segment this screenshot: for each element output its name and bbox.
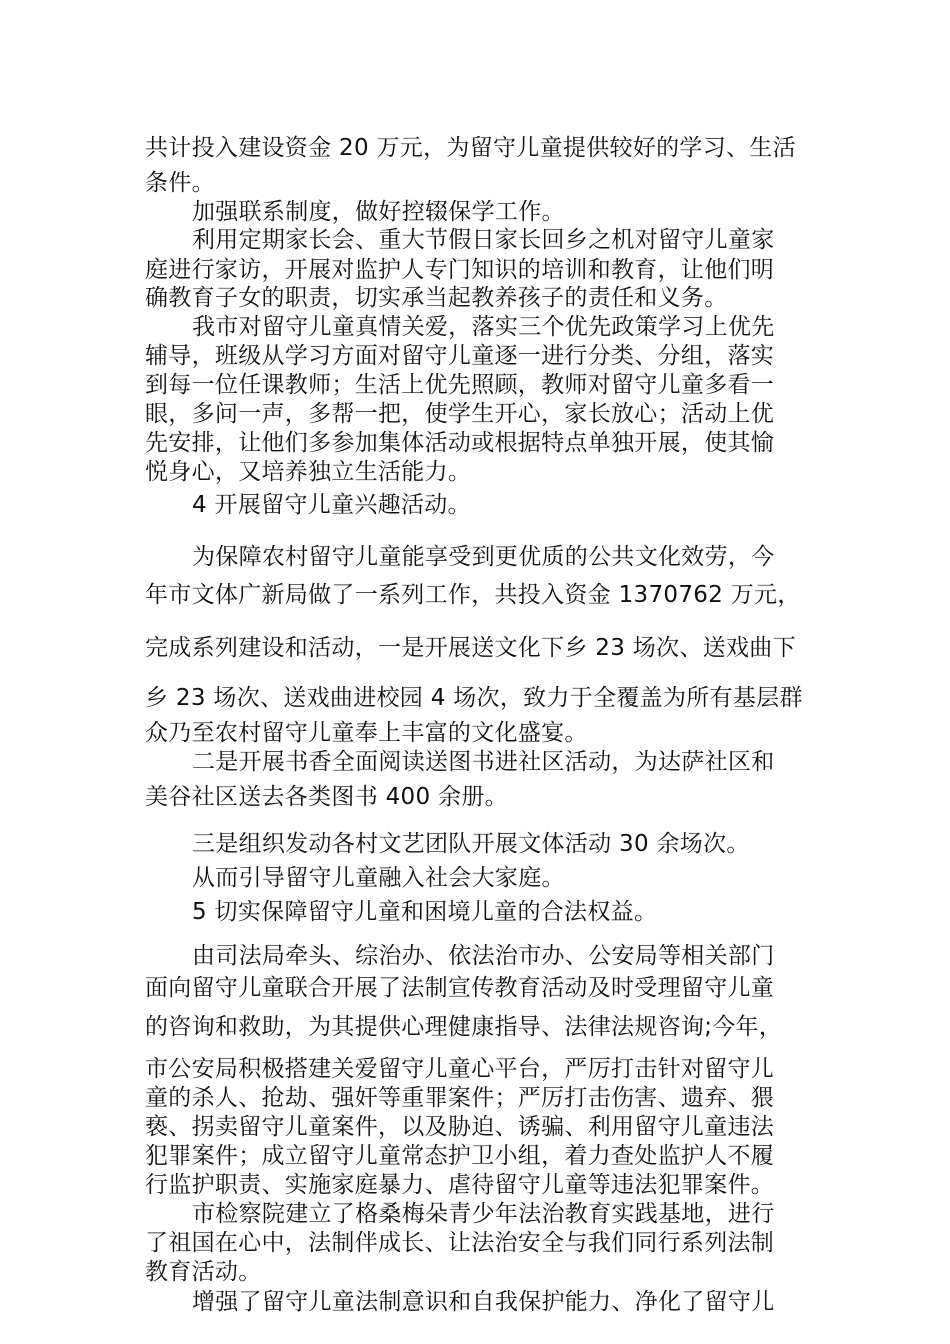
paragraph-start: 市检察院建立了格桑梅朵青少年法治教育实践基地，进行 (192, 1201, 775, 1227)
text-line: 市公安局积极搭建关爱留守儿童心平台，严厉打击针对留守儿 (145, 1056, 775, 1082)
text-line: 了祖国在心中，法制伴成长、让法治安全与我们同行系列法制 (145, 1230, 775, 1256)
paragraph-start: 三是组织发动各村文艺团队开展文体活动 30 余场次。 (192, 831, 750, 857)
paragraph-start: 从而引导留守儿童融入社会大家庭。 (192, 865, 565, 891)
paragraph-start: 加强联系制度，做好控辍保学工作。 (192, 199, 565, 225)
paragraph-start: 我市对留守儿童真情关爱，落实三个优先政策学习上优先 (192, 314, 775, 340)
text-line: 面向留守儿童联合开展了法制宣传教育活动及时受理留守儿童 (145, 975, 775, 1001)
text-line: 条件。 (145, 170, 215, 196)
paragraph-start: 二是开展书香全面阅读送图书进社区活动，为达萨社区和 (192, 749, 775, 775)
text-line: 到每一位任课教师；生活上优先照顾，教师对留守儿童多看一 (145, 372, 775, 398)
text-line: 童的杀人、抢劫、强奸等重罪案件；严厉打击伤害、遗弃、猥 (145, 1085, 775, 1111)
text-line: 完成系列建设和活动，一是开展送文化下乡 23 场次、送戏曲下 (145, 635, 796, 661)
text-line: 悦身心，又培养独立生活能力。 (145, 459, 472, 485)
text-line: 先安排，让他们多参加集体活动或根据特点单独开展，使其愉 (145, 430, 775, 456)
text-line: 教育活动。 (145, 1259, 262, 1285)
paragraph-start: 利用定期家长会、重大节假日家长回乡之机对留守儿童家 (192, 227, 775, 253)
text-line: 行监护职责、实施家庭暴力、虐待留守儿童等违法犯罪案件。 (145, 1172, 775, 1198)
text-line: 确教育子女的职责，切实承当起教养孩子的责任和义务。 (145, 285, 728, 311)
section-heading: 5 切实保障留守儿童和困境儿童的合法权益。 (192, 899, 658, 925)
text-line: 众乃至农村留守儿童奉上丰富的文化盛宴。 (145, 720, 588, 746)
text-line: 庭进行家访，开展对监护人专门知识的培训和教育，让他们明 (145, 257, 775, 283)
text-line: 乡 23 场次、送戏曲进校园 4 场次，致力于全覆盖为所有基层群 (145, 685, 803, 711)
section-heading: 4 开展留守儿童兴趣活动。 (192, 492, 471, 518)
text-line: 年市文体广新局做了一系列工作，共投入资金 1370762 万元， (145, 582, 801, 608)
text-line: 犯罪案件；成立留守儿童常态护卫小组，着力查处监护人不履 (145, 1143, 775, 1169)
paragraph-start: 由司法局牵头、综治办、依法治市办、公安局等相关部门 (192, 943, 775, 969)
text-line: 美谷社区送去各类图书 400 余册。 (145, 784, 508, 810)
text-line: 亵、拐卖留守儿童案件，以及胁迫、诱骗、利用留守儿童违法 (145, 1114, 775, 1140)
text-line: 辅导，班级从学习方面对留守儿童逐一进行分类、分组，落实 (145, 343, 775, 369)
text-line: 共计投入建设资金 20 万元，为留守儿童提供较好的学习、生活 (145, 135, 796, 161)
text-line: 的咨询和救助，为其提供心理健康指导、法律法规咨询;今年， (145, 1014, 783, 1040)
paragraph-start: 为保障农村留守儿童能享受到更优质的公共文化效劳，今 (192, 544, 775, 570)
paragraph-start: 增强了留守儿童法制意识和自我保护能力、净化了留守儿 (192, 1289, 775, 1315)
text-line: 眼，多问一声，多帮一把，使学生开心，家长放心；活动上优 (145, 401, 775, 427)
